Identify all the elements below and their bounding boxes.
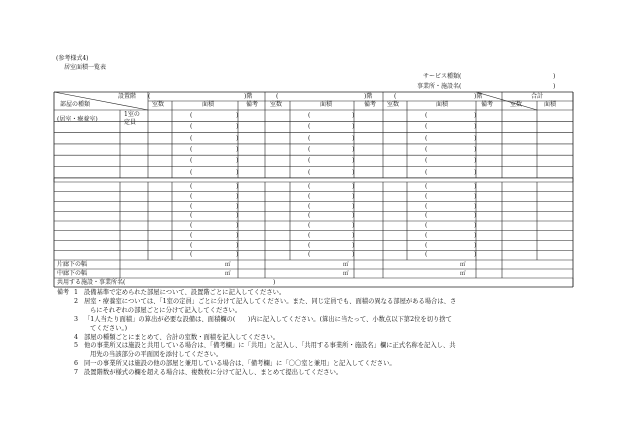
area-close-paren: )	[352, 192, 355, 200]
note-text: 部屋の種類ごとにまとめて、合計の室数・面積を記入してください。	[84, 333, 280, 341]
area-open-paren: (	[190, 157, 193, 165]
floor1-remarks-header: 備考	[246, 101, 259, 108]
area-close-paren: )	[236, 231, 239, 239]
area-open-paren: (	[308, 112, 311, 119]
area-close-paren: )	[236, 222, 239, 229]
area-open-paren: (	[308, 212, 311, 220]
page-title: 居室面積一覧表	[64, 64, 107, 71]
area-open-paren: (	[425, 145, 428, 153]
note-line	[90, 326, 127, 332]
area-open-paren: (	[190, 145, 193, 153]
area-close-paren: )	[352, 145, 355, 153]
area-close-paren: )	[474, 222, 477, 229]
area-close-paren: )	[352, 251, 355, 259]
area-close-paren: )	[474, 212, 477, 220]
floor2-remarks-header: 備考	[364, 101, 377, 108]
notes-label: 備考	[57, 289, 70, 296]
area-close-paren: )	[474, 134, 477, 142]
area-open-paren: (	[190, 202, 193, 210]
note-line	[66, 370, 342, 376]
area-close-paren: )	[236, 192, 239, 200]
note-number: 7	[73, 369, 78, 377]
facility-name-label: 事業所・施設名(	[417, 83, 462, 90]
area-open-paren: (	[425, 123, 428, 131]
floor1-rooms-header: 室数	[152, 101, 165, 108]
area-open-paren: (	[190, 134, 193, 142]
single-corridor-width-label: 片廊下の幅	[57, 261, 88, 268]
note-text: てください。)	[90, 324, 128, 332]
note-line	[66, 290, 285, 296]
area-open-paren: (	[190, 168, 193, 176]
note-line	[66, 299, 456, 305]
capacity-label-line1: 1室の	[124, 111, 140, 118]
area-open-paren: (	[425, 241, 428, 249]
area-open-paren: (	[308, 251, 311, 259]
note-text: 設備基準で定められた部屋について、設置階ごとに記入してください。	[84, 289, 286, 296]
area-open-paren: (	[190, 222, 193, 229]
total-label: 合計	[531, 93, 544, 100]
area-open-paren: (	[190, 112, 193, 119]
unit-m2: ㎡	[460, 262, 466, 268]
facility-name-close: )	[553, 83, 556, 90]
note-text: らにそれぞれの部屋ごとに分けて記入してください。	[90, 306, 242, 314]
area-close-paren: )	[352, 168, 355, 176]
area-close-paren: )	[352, 123, 355, 131]
note-line	[66, 335, 279, 341]
note-number: 6	[73, 360, 78, 368]
floor-label: 設置階	[118, 93, 137, 100]
area-open-paren: (	[308, 123, 311, 131]
floor2-open: (	[276, 93, 279, 100]
area-close-paren: )	[474, 231, 477, 239]
area-close-paren: )	[236, 241, 239, 249]
note-number: 5	[73, 342, 78, 350]
floor3-open: (	[394, 93, 397, 100]
area-open-paren: (	[190, 251, 193, 259]
area-open-paren: (	[190, 123, 193, 131]
area-close-paren: )	[474, 145, 477, 153]
floor1-suffix: )階	[244, 93, 253, 100]
area-close-paren: )	[236, 145, 239, 153]
area-open-paren: (	[425, 231, 428, 239]
area-open-paren: (	[308, 157, 311, 165]
floor2-suffix: )階	[364, 93, 373, 100]
area-close-paren: )	[352, 202, 355, 210]
shared-facility-label: 共用する施設・事業所名(	[57, 279, 126, 286]
area-close-paren: )	[474, 202, 477, 210]
area-open-paren: (	[425, 183, 428, 190]
area-close-paren: )	[474, 183, 477, 190]
room-type-example: (居室・療養室)	[57, 116, 98, 123]
area-close-paren: )	[352, 231, 355, 239]
floor1-open: (	[148, 93, 151, 100]
area-close-paren: )	[474, 168, 477, 176]
unit-m2: ㎡	[343, 262, 349, 268]
floor3-rooms-header: 室数	[387, 101, 400, 108]
note-line	[66, 317, 452, 323]
area-open-paren: (	[308, 241, 311, 249]
floor3-suffix: )階	[474, 93, 483, 100]
area-close-paren: )	[474, 112, 477, 119]
area-open-paren: (	[308, 183, 311, 190]
area-open-paren: (	[190, 192, 193, 200]
area-open-paren: (	[308, 134, 311, 142]
area-open-paren: (	[308, 192, 311, 200]
note-text: 居室・療養室については、「1室の定員」ごとに分けて記入してください。また、同じ定員でも、面積の異なる部屋がある場合は、さ	[84, 297, 457, 305]
area-close-paren: )	[236, 251, 239, 259]
area-open-paren: (	[190, 241, 193, 249]
note-line	[90, 352, 222, 358]
note-number: 3	[73, 315, 78, 323]
area-close-paren: )	[352, 222, 355, 229]
area-close-paren: )	[236, 183, 239, 190]
area-close-paren: )	[236, 168, 239, 176]
area-close-paren: )	[352, 183, 355, 190]
area-open-paren: (	[308, 202, 311, 210]
area-close-paren: )	[474, 157, 477, 165]
area-close-paren: )	[352, 241, 355, 249]
area-open-paren: (	[425, 112, 428, 119]
service-type-close: )	[553, 73, 556, 80]
center-corridor-width-label: 中廊下の幅	[57, 270, 88, 277]
floor2-rooms-header: 室数	[270, 101, 283, 108]
floor2-area-header: 面積	[320, 101, 333, 108]
area-close-paren: )	[352, 157, 355, 165]
area-open-paren: (	[425, 212, 428, 220]
area-close-paren: )	[236, 112, 239, 119]
area-close-paren: )	[474, 123, 477, 131]
area-open-paren: (	[425, 202, 428, 210]
area-close-paren: )	[474, 192, 477, 200]
capacity-label-line2: 定員	[124, 119, 137, 126]
area-close-paren: )	[352, 212, 355, 220]
area-close-paren: )	[236, 157, 239, 165]
floor1-area-header: 面積	[202, 101, 215, 108]
unit-m2: ㎡	[343, 271, 349, 277]
area-close-paren: )	[236, 202, 239, 210]
area-open-paren: (	[425, 157, 428, 165]
reference-form-label: (参考様式4)	[56, 55, 89, 62]
area-open-paren: (	[190, 212, 193, 220]
area-open-paren: (	[425, 222, 428, 229]
area-close-paren: )	[352, 134, 355, 142]
floor3-remarks-header: 備考	[481, 101, 494, 108]
area-close-paren: )	[236, 123, 239, 131]
note-line	[66, 361, 396, 367]
note-line	[90, 308, 241, 314]
unit-m2: ㎡	[225, 262, 231, 268]
area-close-paren: )	[352, 112, 355, 119]
note-number: 1	[73, 289, 78, 296]
note-text: 「1人当たり面積」の算出が必要な設備は、面積欄の( )内に記入してください。(算出に当たって、小数点以下第2位を切り捨て	[84, 315, 452, 323]
service-type-label: サービス種類(	[423, 73, 462, 80]
note-text: 設置階数が様式の欄を超える場合は、複数枚に分けて記入し、まとめて提出してください。	[84, 369, 343, 377]
area-open-paren: (	[308, 168, 311, 176]
area-open-paren: (	[308, 145, 311, 153]
floor3-area-header: 面積	[436, 101, 449, 108]
area-close-paren: )	[474, 241, 477, 249]
note-text: 他の事業所又は施設と共用している場合は、「備考欄」に「共用」と記入し、「共用する事業所・施設名」欄に正式名称を記入し、共	[84, 342, 456, 350]
area-open-paren: (	[190, 231, 193, 239]
area-open-paren: (	[308, 222, 311, 229]
area-open-paren: (	[308, 231, 311, 239]
note-text: 同一の事業所又は施設の他の部屋と兼用している場合は、「備考欄」に「〇〇室と兼用」と記入してください。	[84, 360, 396, 368]
total-area-header: 面積	[544, 101, 557, 108]
area-close-paren: )	[236, 212, 239, 220]
note-text: 用先の当該部分の平面図を添付してください。	[90, 351, 223, 359]
total-rooms-header: 室数	[510, 101, 523, 108]
unit-m2: ㎡	[225, 271, 231, 277]
area-close-paren: )	[236, 134, 239, 142]
note-number: 4	[73, 333, 78, 341]
area-open-paren: (	[190, 183, 193, 190]
area-open-paren: (	[425, 192, 428, 200]
room-type-label: 部屋の種類	[60, 101, 91, 108]
area-close-paren: )	[474, 251, 477, 259]
note-number: 2	[73, 297, 78, 305]
area-open-paren: (	[425, 168, 428, 176]
unit-m2: ㎡	[460, 271, 466, 277]
shared-facility-close: )	[273, 279, 276, 286]
note-line	[66, 343, 456, 349]
area-open-paren: (	[425, 251, 428, 259]
area-open-paren: (	[425, 134, 428, 142]
